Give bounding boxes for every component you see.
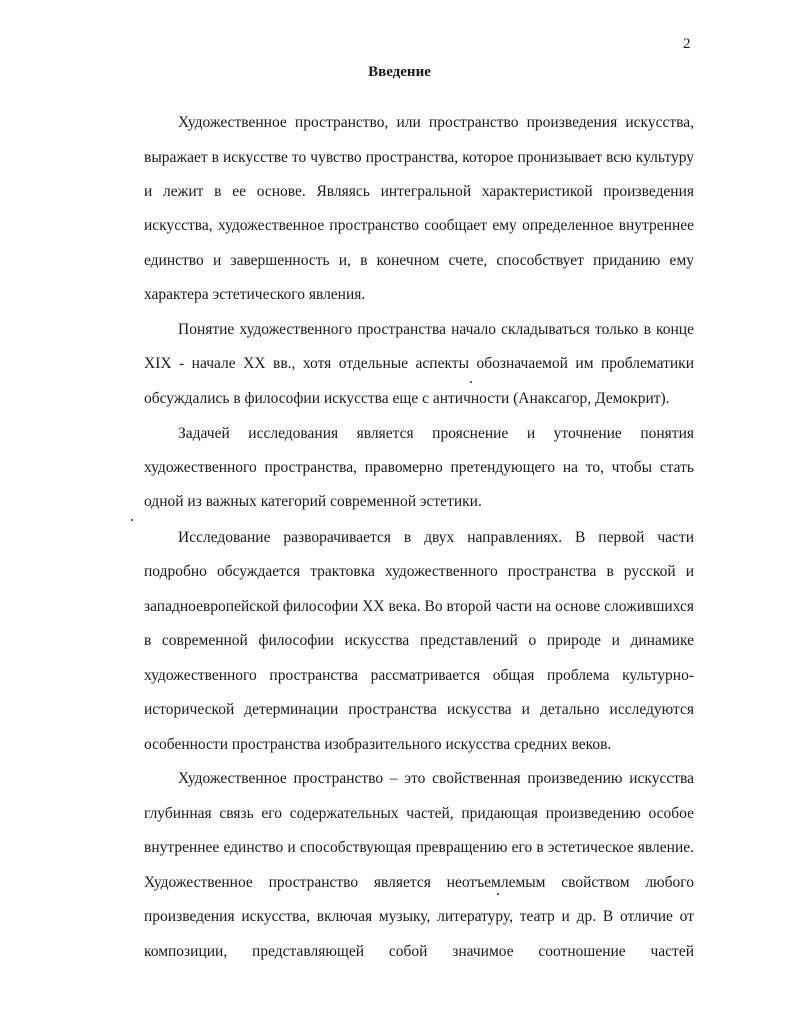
- text-line: художественного пространства рассматривается общая проблема культурно-: [144, 667, 694, 684]
- text-line: глубинная связь его содержательных частей, придающая произведению особое: [144, 805, 694, 822]
- text-line: XIX - начале XX вв., хотя отдельные аспекты обозначаемой им проблематики: [144, 355, 694, 372]
- page-number: 2: [683, 36, 691, 52]
- text-line: подробно обсуждается трактовка художественного пространства в русской и: [144, 563, 694, 580]
- text-line: Исследование разворачивается в двух направлениях. В первой части: [178, 529, 694, 546]
- text-line: произведения искусства, включая музыку, литературу, театр и др. В отличие от: [144, 908, 694, 925]
- text-line: и лежит в ее основе. Являясь интегральной характеристикой произведения: [144, 183, 694, 200]
- text-line: в современной философии искусства представлений о природе и динамике: [144, 632, 694, 649]
- scan-speck: [131, 519, 133, 521]
- text-line: Задачей исследования является прояснение и уточнение понятия: [178, 425, 694, 442]
- text-line: единство и завершенность и, в конечном счете, способствует приданию ему: [144, 252, 694, 269]
- text-line: западноевропейской философии XX века. Во второй части на основе сложившихся: [144, 598, 694, 615]
- page-title: Введение: [368, 64, 431, 80]
- text-line: внутреннее единство и способствующая превращению его в эстетическое явление.: [144, 839, 694, 856]
- text-line: композиции, представляющей собой значимое соотношение частей: [144, 943, 694, 960]
- text-line: Художественное пространство, или пространство произведения искусства,: [178, 114, 694, 131]
- text-line: одной из важных категорий современной эстетики.: [144, 493, 482, 510]
- scan-speck: [497, 893, 499, 895]
- text-line: обсуждались в философии искусства еще с античности (Анаксагор, Демокрит).: [144, 390, 670, 407]
- text-line: Понятие художественного пространства начало складываться только в конце: [178, 321, 694, 338]
- text-line: выражает в искусстве то чувство пространства, которое пронизывает всю культуру: [144, 149, 694, 166]
- text-line: искусства, художественное пространство сообщает ему определенное внутреннее: [144, 217, 694, 234]
- text-line: особенности пространства изобразительного искусства средних веков.: [144, 736, 612, 753]
- text-line: художественного пространства, правомерно претендующего на то, чтобы стать: [144, 459, 694, 476]
- text-line: Художественное пространство является неотъемлемым свойством любого: [144, 874, 694, 891]
- scan-speck: [470, 381, 472, 383]
- text-line: исторической детерминации пространства искусства и детально исследуются: [144, 701, 694, 718]
- text-line: Художественное пространство – это свойственная произведению искусства: [178, 770, 694, 787]
- text-line: характера эстетического явления.: [144, 286, 366, 303]
